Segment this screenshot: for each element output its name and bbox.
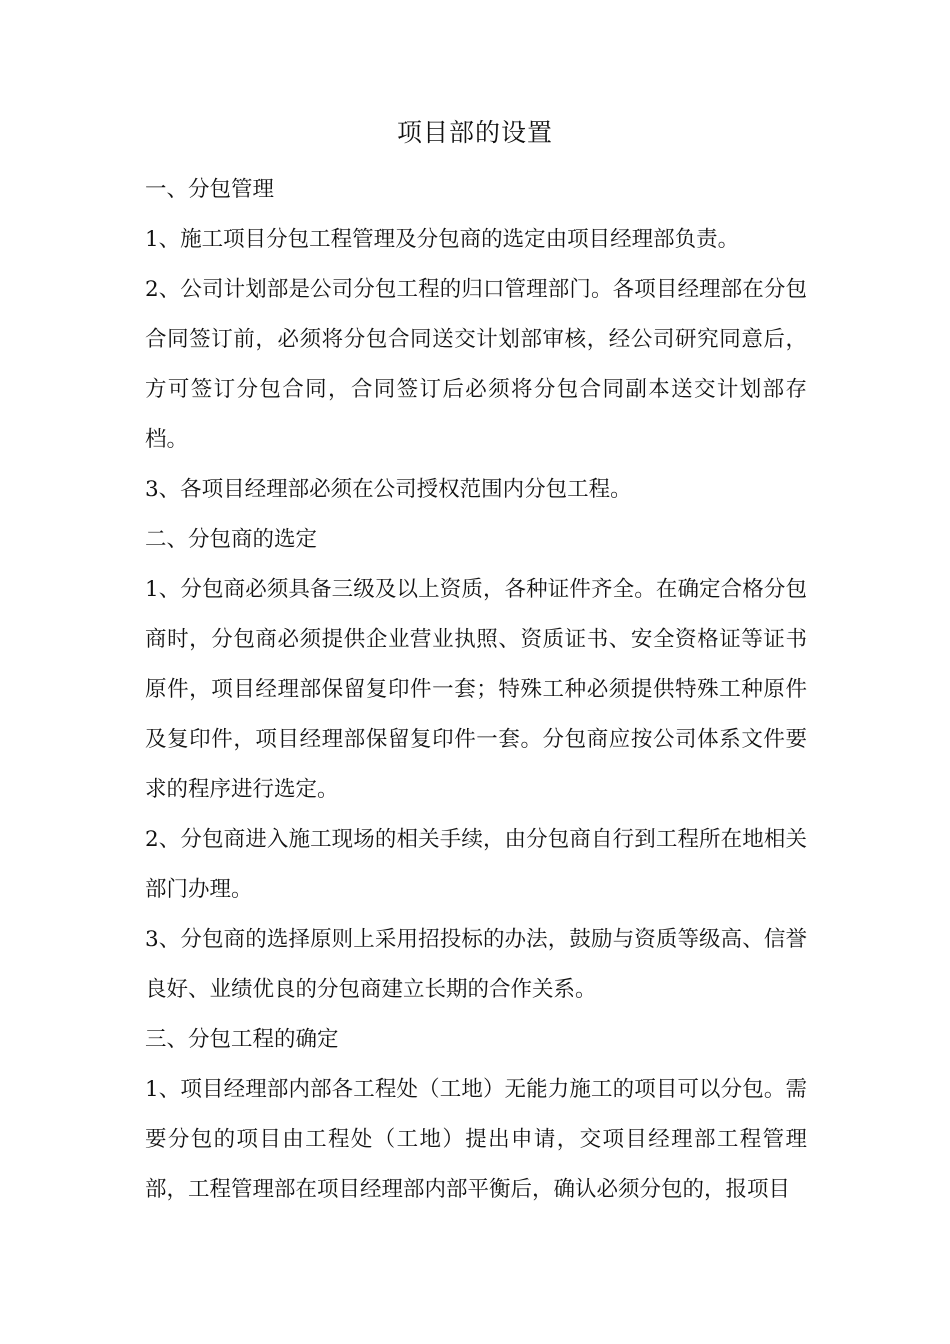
section-heading: 三、分包工程的确定 (145, 1027, 339, 1052)
paragraph: 1、施工项目分包工程管理及分包商的选定由项目经理部负责。 (145, 227, 740, 252)
paragraph: 3、各项目经理部必须在公司授权范围内分包工程。 (145, 477, 632, 502)
paragraph: 1、项目经理部内部各工程处（工地）无能力施工的项目可以分包。需要分包的项目由工程处（工地）提出申请，交项目经理部工程管理部，工程管理部在项目经理部内部平衡后，确认必须分包的，报项目 (145, 1077, 807, 1202)
paragraph: 1、分包商必须具备三级及以上资质，各种证件齐全。在确定合格分包商时，分包商必须提供企业营业执照、资质证书、安全资格证等证书原件，项目经理部保留复印件一套；特殊工种必须提供特殊工种原件及复印件，项目经理部保留复印件一套。分包商应按公司体系文件要求的程序进行选定。 (145, 577, 807, 802)
section-heading: 一、分包管理 (145, 177, 275, 202)
section-heading: 二、分包商的选定 (145, 527, 318, 552)
document-title: 项目部的设置 (396, 118, 553, 147)
paragraph: 3、分包商的选择原则上采用招投标的办法，鼓励与资质等级高、信誉良好、业绩优良的分包商建立长期的合作关系。 (145, 927, 807, 1002)
paragraph: 2、分包商进入施工现场的相关手续，由分包商自行到工程所在地相关部门办理。 (145, 827, 807, 902)
paragraph: 2、公司计划部是公司分包工程的归口管理部门。各项目经理部在分包合同签订前，必须将分包合同送交计划部审核，经公司研究同意后，方可签订分包合同，合同签订后必须将分包合同副本送交计划部存档。 (145, 277, 807, 452)
document-body (145, 165, 807, 1215)
